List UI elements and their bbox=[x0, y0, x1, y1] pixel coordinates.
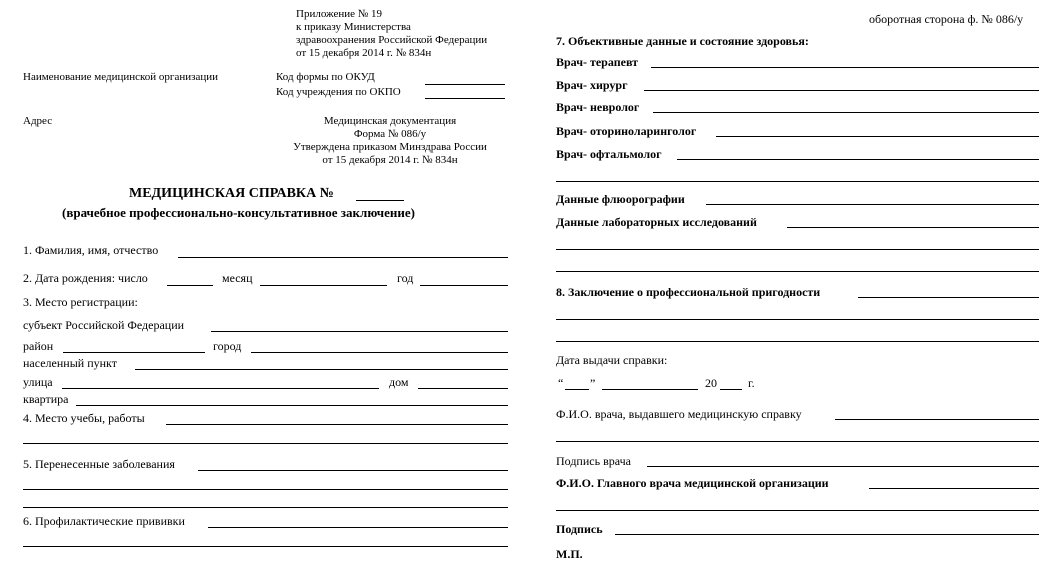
doctors-extra-field[interactable] bbox=[556, 181, 1039, 182]
signature-field[interactable] bbox=[615, 534, 1039, 535]
birth-year-label: год bbox=[397, 271, 414, 285]
chief-fio-field[interactable] bbox=[869, 488, 1039, 489]
doctor-surgeon-field[interactable] bbox=[644, 90, 1039, 91]
subject-label: субъект Российской Федерации bbox=[23, 318, 185, 332]
vaccinations-field[interactable] bbox=[208, 527, 508, 528]
issue-date-label: Дата выдачи справки: bbox=[556, 353, 668, 367]
doctor-ophthalmologist-label: Врач- офтальмолог bbox=[556, 147, 662, 161]
birth-day-label: 2. Дата рождения: число bbox=[23, 271, 148, 285]
lab-data-field-3[interactable] bbox=[556, 271, 1039, 272]
fio-field[interactable] bbox=[178, 257, 508, 258]
issue-year-field[interactable] bbox=[720, 389, 742, 390]
conclusion-field-2[interactable] bbox=[556, 319, 1039, 320]
city-field[interactable] bbox=[251, 352, 508, 353]
subject-field[interactable] bbox=[211, 331, 508, 332]
chief-fio-field-2[interactable] bbox=[556, 510, 1039, 511]
birth-month-label: месяц bbox=[222, 271, 253, 285]
doctor-fio-field-2[interactable] bbox=[556, 441, 1039, 442]
okpo-label: Код учреждения по ОКПО bbox=[276, 86, 401, 98]
conclusion-label: 8. Заключение о профессиональной пригодности bbox=[556, 285, 821, 299]
doctor-surgeon-label: Врач- хирург bbox=[556, 78, 628, 92]
certificate-title: МЕДИЦИНСКАЯ СПРАВКА № bbox=[129, 186, 334, 201]
diseases-label: 5. Перенесенные заболевания bbox=[23, 457, 175, 471]
house-field[interactable] bbox=[418, 388, 508, 389]
district-field[interactable] bbox=[63, 352, 205, 353]
doctor-neurologist-label: Врач- невролог bbox=[556, 100, 640, 114]
diseases-field-3[interactable] bbox=[23, 507, 508, 508]
lab-data-field[interactable] bbox=[787, 227, 1039, 228]
quote-open: “ bbox=[558, 376, 564, 390]
city-label: город bbox=[213, 339, 242, 353]
appendix-line-3: здравоохранения Российской Федерации bbox=[296, 34, 488, 46]
doctor-neurologist-field[interactable] bbox=[653, 112, 1039, 113]
fluorography-field[interactable] bbox=[706, 204, 1039, 205]
conclusion-field-3[interactable] bbox=[556, 341, 1039, 342]
signature-label: Подпись bbox=[556, 522, 603, 536]
okud-label: Код формы по ОКУД bbox=[276, 71, 375, 83]
doctor-ophthalmologist-field[interactable] bbox=[677, 159, 1039, 160]
vaccinations-label: 6. Профилактические прививки bbox=[23, 514, 185, 528]
registration-label: 3. Место регистрации: bbox=[23, 295, 138, 309]
study-work-field[interactable] bbox=[166, 424, 508, 425]
issue-day-field[interactable] bbox=[565, 389, 589, 390]
issue-month-field[interactable] bbox=[602, 389, 698, 390]
stamp-label: М.П. bbox=[556, 547, 583, 561]
settlement-label: населенный пункт bbox=[23, 356, 117, 370]
diseases-field-2[interactable] bbox=[23, 489, 508, 490]
fluorography-label: Данные флюорографии bbox=[556, 192, 685, 206]
lab-data-label: Данные лабораторных исследований bbox=[556, 215, 757, 229]
street-label: улица bbox=[23, 375, 53, 389]
year-suffix: г. bbox=[748, 376, 755, 390]
okpo-field[interactable] bbox=[425, 98, 505, 99]
apartment-label: квартира bbox=[23, 392, 69, 406]
vaccinations-field-2[interactable] bbox=[23, 546, 508, 547]
lab-data-field-2[interactable] bbox=[556, 249, 1039, 250]
doctor-fio-label: Ф.И.О. врача, выдавшего медицинскую справку bbox=[556, 407, 802, 421]
doctor-fio-field[interactable] bbox=[835, 419, 1039, 420]
org-name-label: Наименование медицинской организации bbox=[23, 71, 218, 83]
year-prefix: 20 bbox=[705, 376, 717, 390]
appendix-line-4: от 15 декабря 2014 г. № 834н bbox=[296, 47, 432, 59]
doctor-therapist-label: Врач- терапевт bbox=[556, 55, 639, 69]
settlement-field[interactable] bbox=[135, 369, 508, 370]
street-field[interactable] bbox=[62, 388, 379, 389]
certificate-number-field[interactable] bbox=[356, 200, 404, 201]
doctor-signature-label: Подпись врача bbox=[556, 454, 631, 468]
birth-month-field[interactable] bbox=[260, 285, 387, 286]
certificate-subtitle: (врачебное профессионально-консультативное заключение) bbox=[62, 205, 415, 220]
quote-close: ” bbox=[590, 376, 596, 390]
doc-info-line-1: Медицинская документация bbox=[323, 115, 457, 127]
doc-info-line-3: Утверждена приказом Минздрава России bbox=[293, 141, 487, 153]
study-work-label: 4. Место учебы, работы bbox=[23, 411, 145, 425]
address-label: Адрес bbox=[23, 115, 53, 127]
birth-year-field[interactable] bbox=[420, 285, 508, 286]
fio-label: 1. Фамилия, имя, отчество bbox=[23, 243, 159, 257]
doctor-ent-label: Врач- оториноларинголог bbox=[556, 124, 697, 138]
district-label: район bbox=[23, 339, 54, 353]
okud-field[interactable] bbox=[425, 84, 505, 85]
birth-day-field[interactable] bbox=[167, 285, 213, 286]
doc-info-line-4: от 15 декабря 2014 г. № 834н bbox=[322, 154, 458, 166]
doctor-therapist-field[interactable] bbox=[651, 67, 1039, 68]
doctor-ent-field[interactable] bbox=[716, 136, 1039, 137]
study-work-field-2[interactable] bbox=[23, 443, 508, 444]
apartment-field[interactable] bbox=[76, 405, 508, 406]
doctor-signature-field[interactable] bbox=[647, 466, 1039, 467]
diseases-field[interactable] bbox=[198, 470, 508, 471]
chief-fio-label: Ф.И.О. Главного врача медицинской организации bbox=[556, 476, 829, 490]
house-label: дом bbox=[389, 375, 409, 389]
objective-heading: 7. Объективные данные и состояние здоровья: bbox=[556, 34, 809, 48]
doc-info-line-2: Форма № 086/у bbox=[353, 128, 427, 140]
conclusion-field[interactable] bbox=[858, 297, 1039, 298]
appendix-line-1: Приложение № 19 bbox=[296, 8, 383, 20]
appendix-line-2: к приказу Министерства bbox=[296, 21, 411, 33]
reverse-side-note: оборотная сторона ф. № 086/у bbox=[869, 12, 1024, 26]
